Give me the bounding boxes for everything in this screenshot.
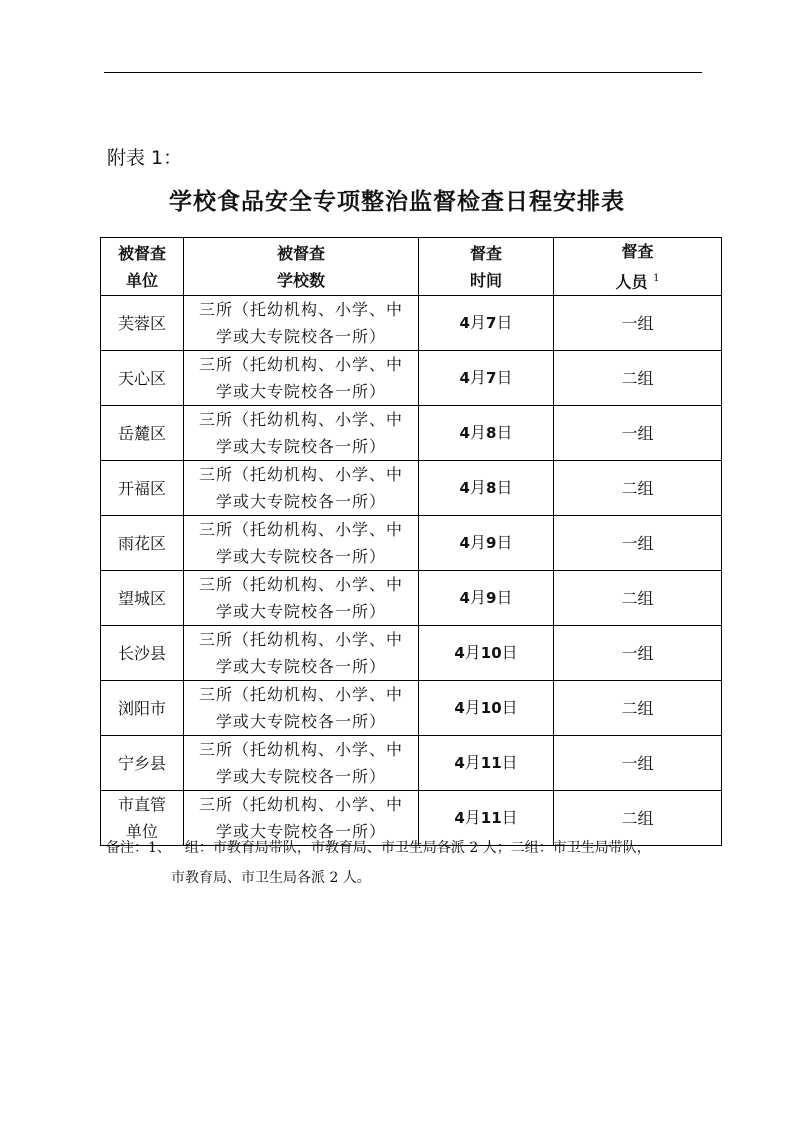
table-row — [101, 571, 722, 626]
cell-unit: 雨花区 — [101, 516, 184, 571]
cell-group: 一组 — [554, 406, 722, 461]
footnote-line1: 备注：1、一组：市教育局带队，市教育局、市卫生局各派 2 人；二组：市卫生局带队， — [106, 840, 651, 856]
table-header-row — [101, 238, 722, 296]
cell-date: 4月8日 — [419, 406, 554, 461]
header-rule — [104, 72, 702, 73]
cell-group: 二组 — [554, 791, 722, 846]
table-row — [101, 681, 722, 736]
cell-school-count: 三所（托幼机构、小学、中 学或大专院校各一所） — [184, 571, 419, 626]
cell-unit: 天心区 — [101, 351, 184, 406]
cell-group: 二组 — [554, 571, 722, 626]
table-row — [101, 406, 722, 461]
cell-unit: 岳麓区 — [101, 406, 184, 461]
cell-school-count: 三所（托幼机构、小学、中 学或大专院校各一所） — [184, 296, 419, 351]
cell-date: 4月9日 — [419, 571, 554, 626]
cell-school-count: 三所（托幼机构、小学、中 学或大专院校各一所） — [184, 406, 419, 461]
cell-date: 4月11日 — [419, 791, 554, 846]
table-row — [101, 461, 722, 516]
cell-unit: 芙蓉区 — [101, 296, 184, 351]
cell-unit: 浏阳市 — [101, 681, 184, 736]
cell-school-count: 三所（托幼机构、小学、中 学或大专院校各一所） — [184, 681, 419, 736]
cell-unit: 望城区 — [101, 571, 184, 626]
cell-date: 4月9日 — [419, 516, 554, 571]
appendix-label: 附表 1： — [107, 147, 183, 169]
cell-group: 一组 — [554, 516, 722, 571]
cell-date: 4月11日 — [419, 736, 554, 791]
cell-date: 4月10日 — [419, 681, 554, 736]
cell-unit: 长沙县 — [101, 626, 184, 681]
cell-unit: 开福区 — [101, 461, 184, 516]
footnote — [106, 833, 716, 893]
table-row — [101, 296, 722, 351]
cell-school-count: 三所（托幼机构、小学、中 学或大专院校各一所） — [184, 351, 419, 406]
cell-group: 二组 — [554, 681, 722, 736]
cell-school-count: 三所（托幼机构、小学、中 学或大专院校各一所） — [184, 516, 419, 571]
cell-group: 一组 — [554, 626, 722, 681]
cell-group: 一组 — [554, 736, 722, 791]
schedule-table — [100, 237, 722, 846]
cell-school-count: 三所（托幼机构、小学、中 学或大专院校各一所） — [184, 791, 419, 846]
table-row — [101, 626, 722, 681]
page-title: 学校食品安全专项整治监督检查日程安排表 — [169, 188, 625, 215]
footnote-line2: 市教育局、市卫生局各派 2 人。 — [171, 870, 371, 886]
header-time: 督查 时间 — [419, 238, 554, 296]
cell-date: 4月10日 — [419, 626, 554, 681]
cell-school-count: 三所（托幼机构、小学、中 学或大专院校各一所） — [184, 626, 419, 681]
table-row — [101, 736, 722, 791]
footnote-marker: 1 — [653, 273, 660, 284]
cell-school-count: 三所（托幼机构、小学、中 学或大专院校各一所） — [184, 736, 419, 791]
cell-group: 一组 — [554, 296, 722, 351]
cell-date: 4月7日 — [419, 296, 554, 351]
table-row — [101, 351, 722, 406]
cell-group: 二组 — [554, 351, 722, 406]
cell-group: 二组 — [554, 461, 722, 516]
cell-date: 4月8日 — [419, 461, 554, 516]
cell-unit: 宁乡县 — [101, 736, 184, 791]
cell-date: 4月7日 — [419, 351, 554, 406]
header-school-count: 被督查 学校数 — [184, 238, 419, 296]
table-row — [101, 516, 722, 571]
cell-unit: 市直管 单位 — [101, 791, 184, 846]
cell-school-count: 三所（托幼机构、小学、中 学或大专院校各一所） — [184, 461, 419, 516]
header-staff: 督查 人员 $^1$ — [554, 238, 722, 296]
header-unit: 被督查 单位 — [101, 238, 184, 296]
